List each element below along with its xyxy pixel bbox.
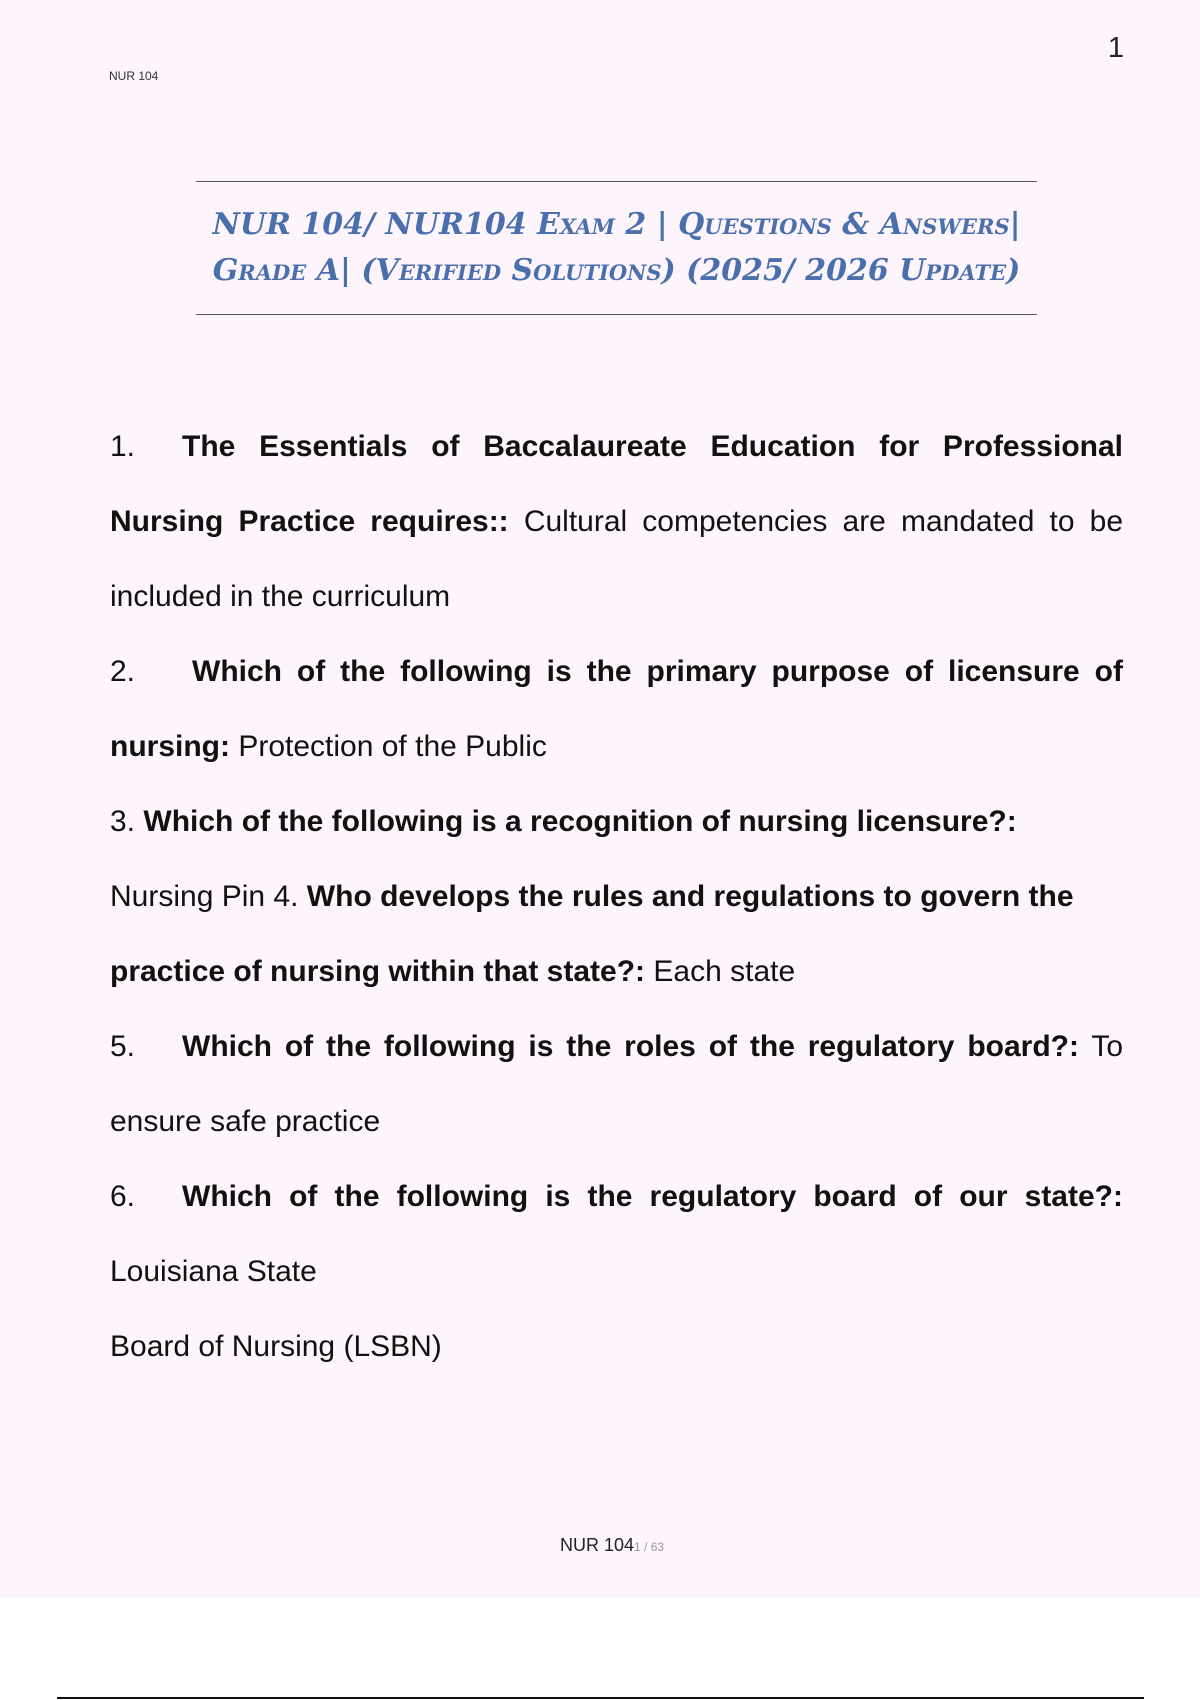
item-number: 4. bbox=[273, 880, 299, 913]
qa-item-6 bbox=[110, 1159, 1123, 1309]
page-number: 1 bbox=[1107, 32, 1124, 64]
question-text: Which of the following is the regulatory board of our state?: bbox=[182, 1180, 1123, 1213]
item-number: 3. bbox=[110, 805, 136, 838]
answer-text: Nursing Pin bbox=[110, 880, 266, 913]
footer-label: NUR 104 bbox=[560, 1535, 635, 1555]
document-title bbox=[196, 181, 1037, 315]
question-text: Which of the following is the roles of the regulatory board?: bbox=[182, 1030, 1079, 1063]
answer-text: To ensure safe practice bbox=[110, 1030, 1123, 1138]
item-number: 1. bbox=[110, 430, 136, 463]
qa-item-3-4 bbox=[110, 784, 1123, 1009]
answer-text: Protection of the Public bbox=[238, 730, 547, 763]
item-number: 2. bbox=[110, 655, 136, 688]
item-number: 5. bbox=[110, 1030, 136, 1063]
title-line-1: NUR 104/ NUR104 Exam 2 | Questions & Answers| bbox=[212, 207, 1021, 242]
question-text: Who develops the rules and regulations to govern the practice of nursing within that state?: bbox=[110, 880, 1074, 988]
answer-text: Each state bbox=[653, 955, 796, 988]
question-text: Which of the following is the primary purpose of licensure of nursing: bbox=[110, 655, 1123, 763]
answer-text: Board of Nursing (LSBN) bbox=[110, 1330, 442, 1363]
item-number: 6. bbox=[110, 1180, 136, 1213]
page-footer bbox=[560, 1535, 664, 1556]
next-page-header-rule bbox=[57, 1697, 1144, 1699]
qa-item-1 bbox=[110, 409, 1123, 634]
qa-item-2 bbox=[110, 634, 1123, 784]
qa-item-5 bbox=[110, 1009, 1123, 1159]
answer-text: Cultural competencies are mandated to be included in the curriculum bbox=[110, 505, 1124, 613]
title-line-2: Grade A| (Verified Solutions) (2025/ 2026 Update) bbox=[212, 253, 1021, 288]
running-header: NUR 104 bbox=[109, 69, 159, 83]
question-text: Which of the following is a recognition of nursing licensure?: bbox=[143, 805, 1017, 838]
page-gap bbox=[0, 1598, 1200, 1700]
question-answer-list bbox=[110, 409, 1123, 1384]
footer-page-count: 1 / 63 bbox=[634, 1540, 665, 1554]
answer-text: Louisiana State bbox=[110, 1255, 317, 1288]
question-text: The Essentials of Baccalaureate Education for Professional Nursing Practice requires:: bbox=[110, 430, 1123, 538]
qa-item-6-continued bbox=[110, 1309, 1123, 1384]
